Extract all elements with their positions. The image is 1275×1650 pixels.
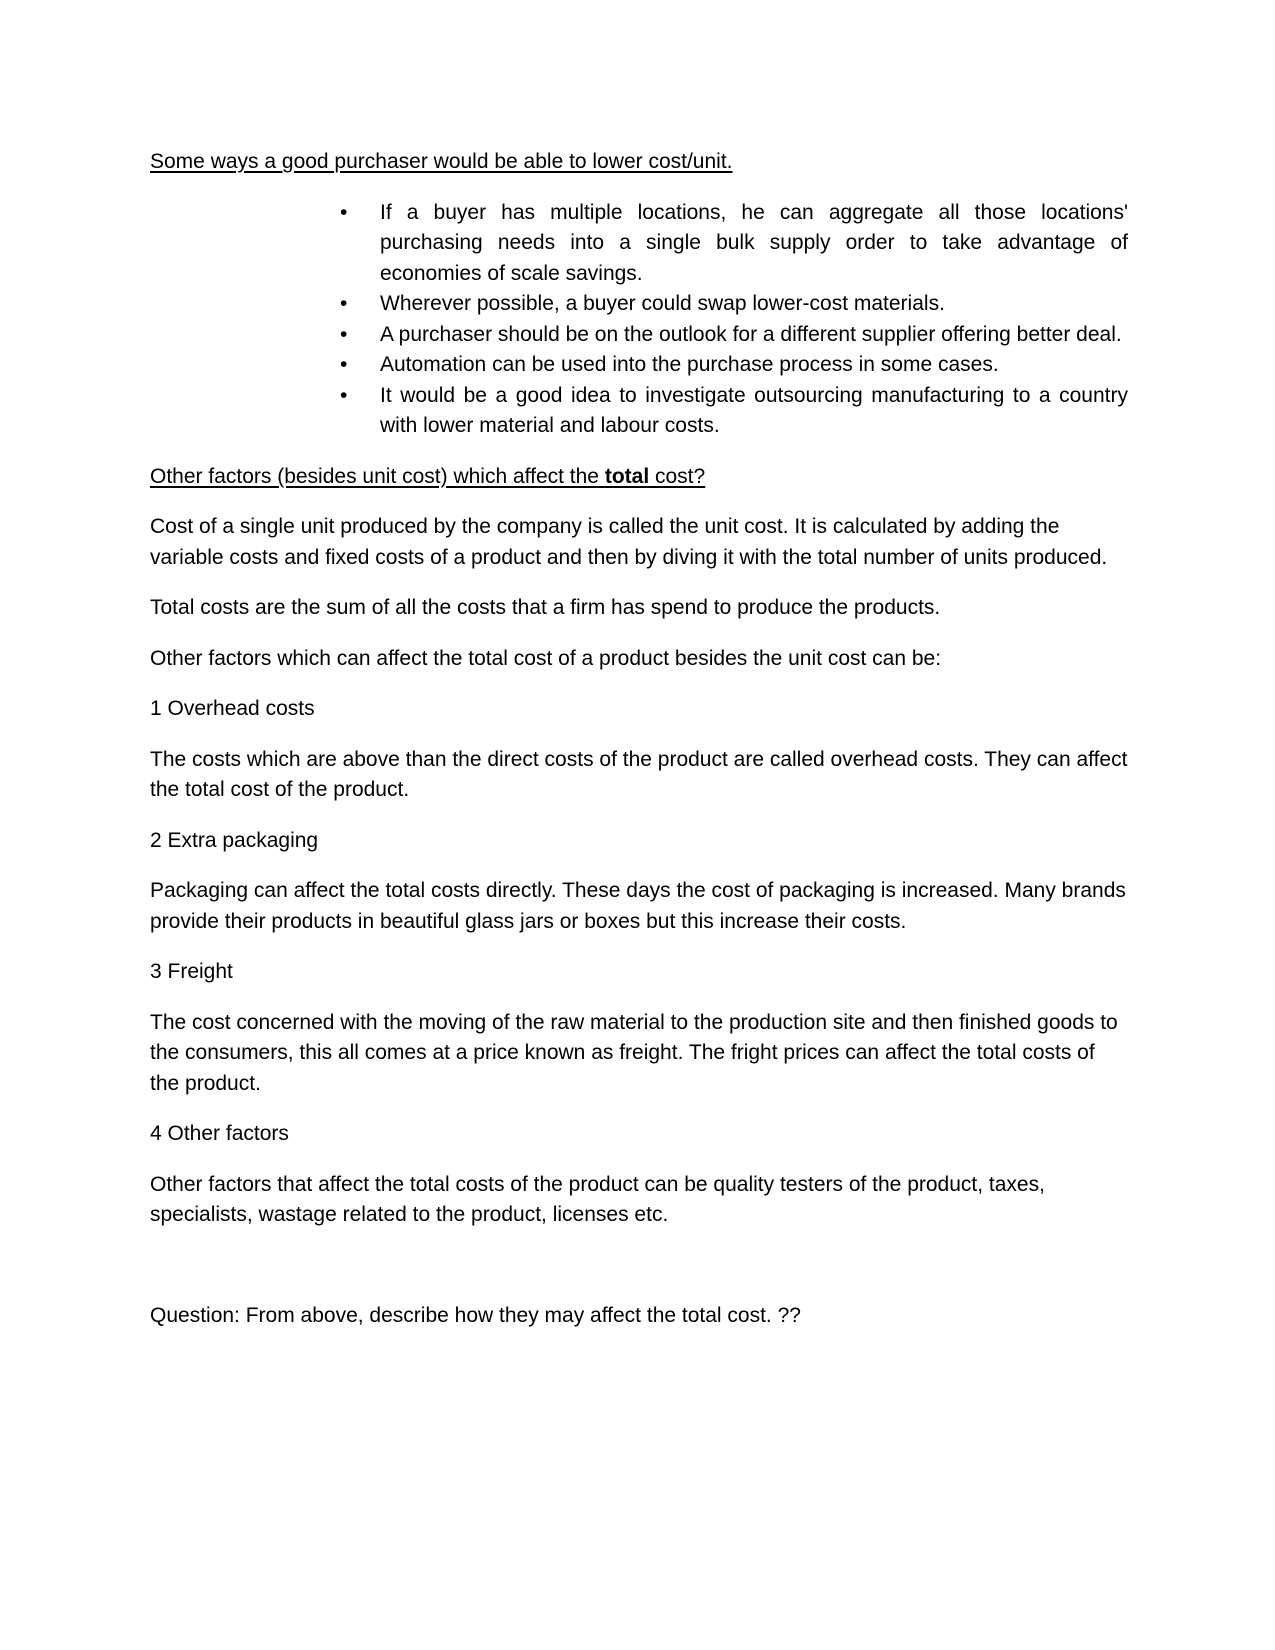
question-text: Question: From above, describe how they may affect the total cost. ?? — [150, 1303, 801, 1327]
factor-text-other: Other factors that affect the total costs of the product can be quality testers of the product, taxes, specialists, wastage related to the product, licenses etc. — [150, 1172, 1045, 1226]
paragraph-total-costs: Total costs are the sum of all the costs that a firm has spend to produce the products. — [150, 596, 941, 619]
heading-text-after: cost? — [649, 464, 706, 488]
list-item — [340, 320, 1128, 351]
section-heading-lower-cost: Some ways a good purchaser would be able to lower cost/unit. — [150, 150, 733, 173]
bullet-icon: • — [340, 353, 348, 376]
paragraph-lead-in: Other factors which can affect the total cost of a product besides the unit cost can be: — [150, 646, 942, 670]
factor-title-other: 4 Other factors — [150, 1122, 289, 1145]
factor-title-overhead: 1 Overhead costs — [150, 697, 315, 720]
bullet-list-lower-cost — [150, 198, 1128, 442]
bullet-icon: • — [340, 200, 348, 224]
list-item — [340, 289, 1128, 320]
list-item-text: If a buyer has multiple locations, he can aggregate all those locations' purchasing needs into a single bulk supply order to take advantage of economies of scale savings. — [380, 200, 1128, 285]
bullet-icon: • — [340, 383, 348, 407]
list-item-text: It would be a good idea to investigate outsourcing manufacturing to a country with lower material and labour costs. — [380, 383, 1128, 437]
document-page — [150, 147, 1128, 1351]
factor-title-freight: 3 Freight — [150, 960, 233, 983]
heading-text-before: Other factors (besides unit cost) which affect the — [150, 464, 605, 488]
bullet-icon: • — [340, 292, 348, 315]
section-heading-other-factors — [150, 462, 1128, 493]
list-item — [340, 198, 1128, 290]
list-item-text: A purchaser should be on the outlook for a different supplier offering better deal. — [380, 322, 1122, 346]
bullet-icon: • — [340, 322, 348, 346]
list-item — [340, 350, 1128, 381]
spacer — [150, 1251, 1128, 1301]
factor-text-overhead: The costs which are above than the direct costs of the product are called overhead costs. They can affect the total cost of the product. — [150, 747, 1128, 801]
list-item — [340, 381, 1128, 442]
list-item-text: Automation can be used into the purchase process in some cases. — [380, 353, 999, 376]
heading-text-bold: total — [604, 464, 650, 488]
paragraph-unit-cost: Cost of a single unit produced by the company is called the unit cost. It is calculated by adding the variable costs and fixed costs of a product and then by diving it with the total number of units produced. — [150, 515, 1108, 569]
factor-title-packaging: 2 Extra packaging — [150, 828, 319, 852]
factor-text-packaging: Packaging can affect the total costs directly. These days the cost of packaging is increased. Many brands provide their products in beautiful glass jars or boxes but this increase their costs. — [150, 879, 1126, 933]
factor-text-freight: The cost concerned with the moving of the raw material to the production site and then finished goods to the consumers, this all comes at a price known as freight. The fright prices can affect the total costs of the product. — [150, 1010, 1118, 1095]
list-item-text: Wherever possible, a buyer could swap lower-cost materials. — [380, 292, 945, 315]
